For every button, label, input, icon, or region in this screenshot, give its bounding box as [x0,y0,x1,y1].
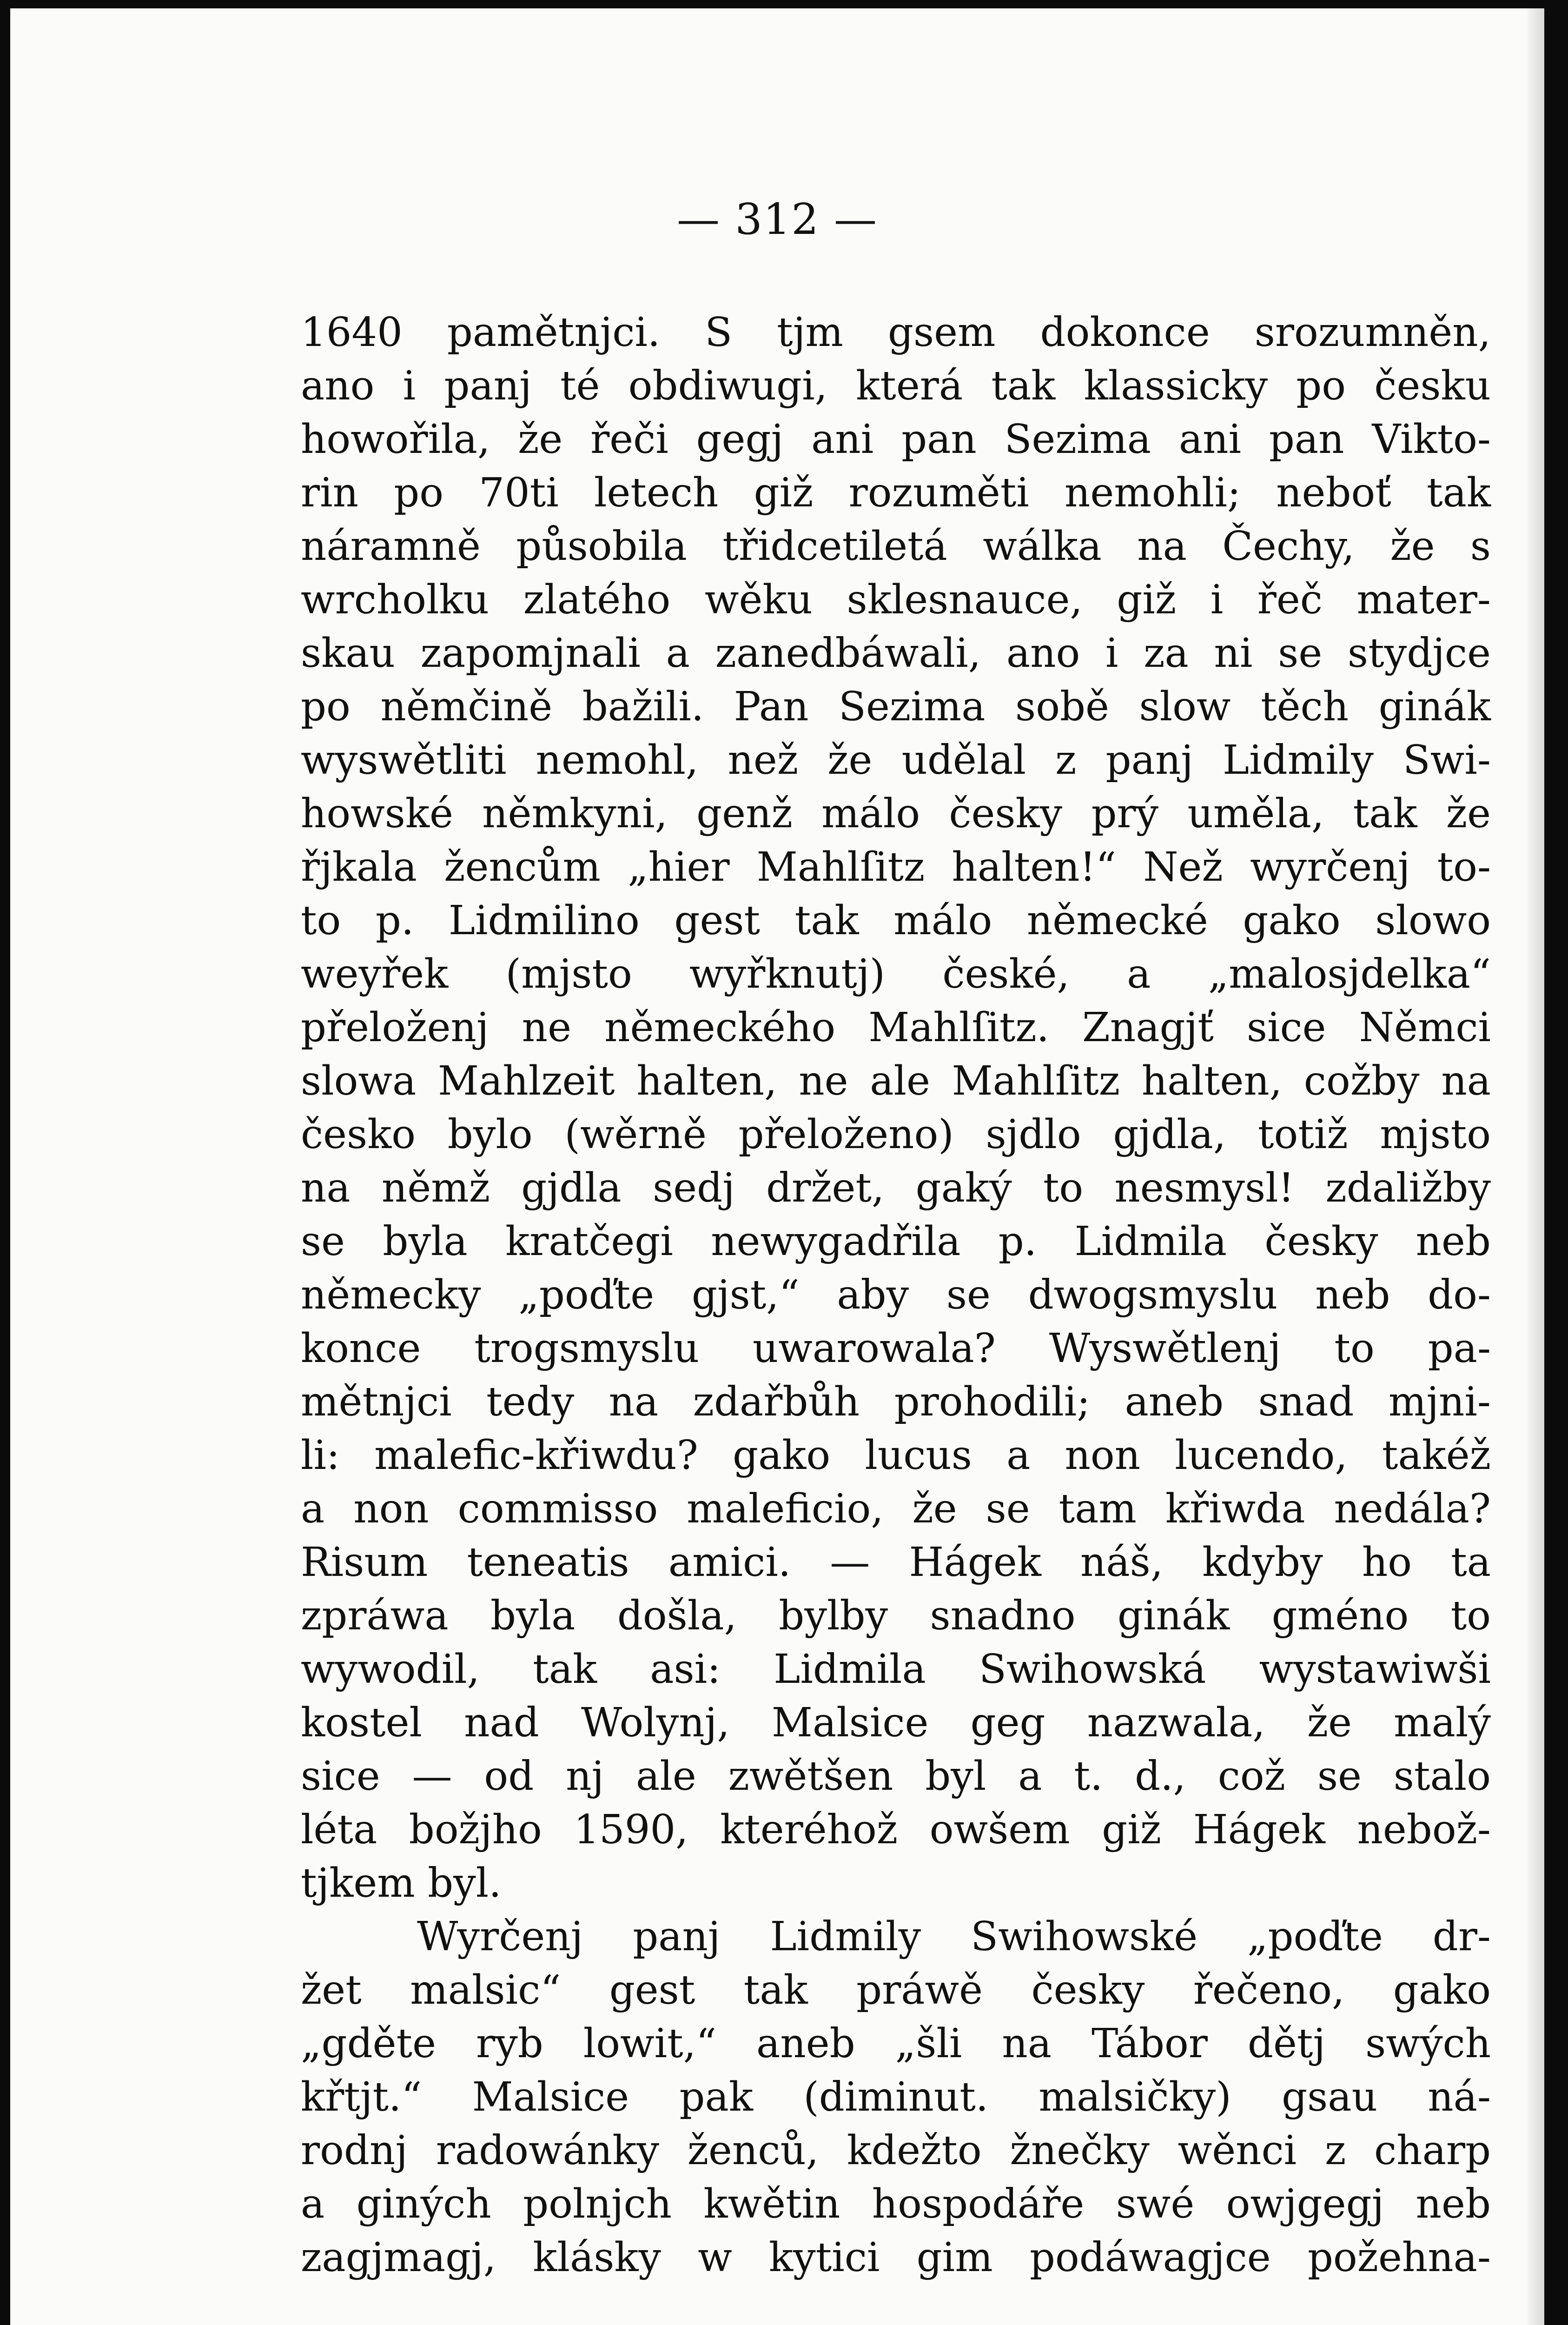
text-line: zagjmagj, klásky w kytici gim podáwagjce požehna- [301,2234,1491,2281]
text-line: přeloženj ne německého Mahlſitz. Znagjť sice Němci [301,1004,1491,1051]
body-text [301,306,1491,2285]
text-line: německy „poďte gjst,“ aby se dwogsmyslu neb do- [301,1272,1491,1318]
text-line: wrcholku zlatého wěku sklesnauce, giž i řeč mater- [301,577,1491,623]
text-line: po němčině bažili. Pan Sezima sobě slow těch ginák [301,684,1491,730]
text-line: a giných polnjch kwětin hospodáře swé owjgegj neb [301,2181,1491,2227]
text-line: weyřek (mjsto wyřknutj) české, a „malosjdelka“ [301,951,1491,997]
text-line: konce trogsmyslu uwarowala? Wyswětlenj to pa- [301,1325,1491,1372]
text-line: zpráwa byla došla, bylby snadno ginák gméno to [301,1593,1491,1639]
text-line: Risum teneatis amici. — Hágek náš, kdyby ho ta [301,1539,1491,1586]
text-line: se byla kratčegi newygadřila p. Lidmila česky neb [301,1218,1491,1265]
text-line: řjkala žencům „hier Mahlſitz halten!“ Než wyrčenj to- [301,844,1491,890]
text-line: howské němkyni, genž málo česky prý uměla, tak že [301,790,1491,837]
text-line: na němž gjdla sedj držet, gaký to nesmysl! zdaližby [301,1165,1491,1211]
text-line: a non commisso maleficio, že se tam křiwda nedála? [301,1486,1491,1532]
text-line: howořila, že řeči gegj ani pan Sezima ani pan Vikto- [301,416,1491,463]
text-line: Wyrčenj panj Lidmily Swihowské „poďte dr- [417,1913,1491,1960]
text-line: náramně působila třidcetiletá wálka na Čechy, že s [301,523,1491,570]
book-page [10,8,1544,2325]
text-line: ano i panj té obdiwugi, která tak klassicky po česku [301,363,1491,409]
page-edge-shadow [1528,8,1544,2325]
text-line: li: malefic-křiwdu? gako lucus a non lucendo, takéž [301,1432,1491,1479]
text-line: „gděte ryb lowit,“ aneb „šli na Tábor dětj swých [301,2020,1491,2067]
text-line: wyswětliti nemohl, než že udělal z panj Lidmily Swi- [301,737,1491,784]
text-line: to p. Lidmilino gest tak málo německé gako slowo [301,897,1491,944]
text-line: česko bylo (wěrně přeloženo) sjdlo gjdla, totiž mjsto [301,1111,1491,1158]
text-line: 1640 pamětnjci. S tjm gsem dokonce srozumněn, [301,309,1491,356]
text-line: mětnjci tedy na zdařbůh prohodili; aneb snad mjni- [301,1379,1491,1425]
text-line: slowa Mahlzeit halten, ne ale Mahlſitz halten, cožby na [301,1058,1491,1104]
page-number: — 312 — [676,194,878,244]
text-line: skau zapomjnali a zanedbáwali, ano i za ni se stydjce [301,630,1491,677]
text-line: kostel nad Wolynj, Malsice geg nazwala, že malý [301,1700,1491,1746]
text-line: sice — od nj ale zwětšen byl a t. d., což se stalo [301,1753,1491,1800]
text-line: léta božjho 1590, kteréhož owšem giž Hágek nebož- [301,1807,1491,1853]
text-line: rin po 70ti letech giž rozuměti nemohli; neboť tak [301,470,1491,516]
text-line: žet malsic“ gest tak práwě česky řečeno, gako [301,1967,1491,2013]
text-line: rodnj radowánky ženců, kdežto žnečky wěnci z charp [301,2127,1491,2174]
text-line: křtjt.“ Malsice pak (diminut. malsičky) gsau ná- [301,2074,1491,2120]
text-line: tjkem byl. [301,1860,502,1906]
text-line: wywodil, tak asi: Lidmila Swihowská wystawiwši [301,1646,1491,1693]
